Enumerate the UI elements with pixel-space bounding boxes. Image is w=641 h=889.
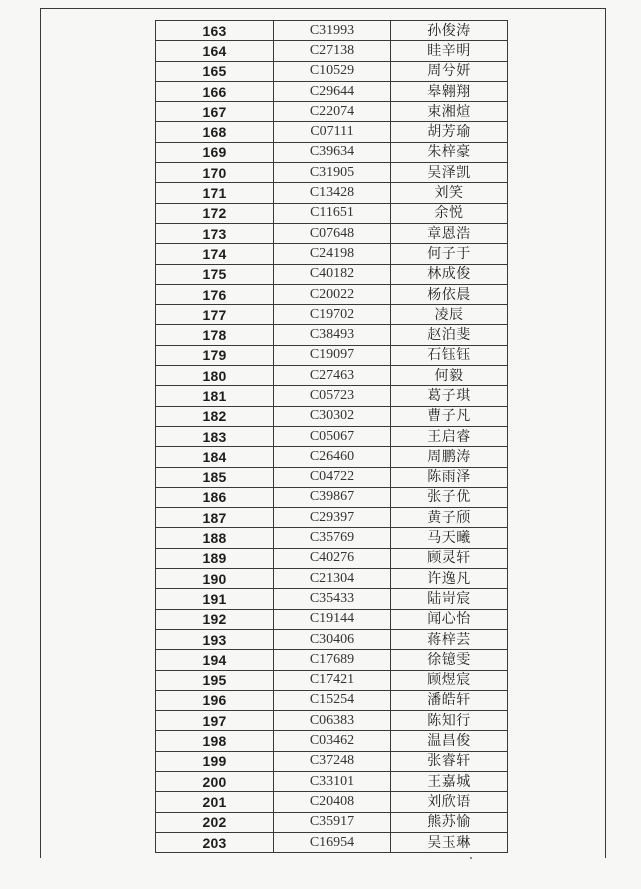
row-number: 189	[156, 548, 274, 568]
student-name: 石钰钰	[391, 345, 508, 365]
student-id: C17421	[274, 670, 391, 690]
student-id: C39634	[274, 142, 391, 162]
student-name: 马天曦	[391, 528, 508, 548]
table-row	[156, 650, 508, 670]
student-name: 许逸凡	[391, 569, 508, 589]
row-number: 191	[156, 589, 274, 609]
row-number: 166	[156, 81, 274, 101]
row-number: 193	[156, 629, 274, 649]
student-name: 张子优	[391, 487, 508, 507]
table-row	[156, 223, 508, 243]
row-number: 196	[156, 690, 274, 710]
row-number: 180	[156, 366, 274, 386]
table-row	[156, 751, 508, 771]
student-id: C11651	[274, 203, 391, 223]
table-row	[156, 406, 508, 426]
student-name: 陈雨泽	[391, 467, 508, 487]
student-name: 孙俊涛	[391, 21, 508, 41]
student-id: C31905	[274, 163, 391, 183]
student-id: C30406	[274, 629, 391, 649]
table-row	[156, 670, 508, 690]
table-row	[156, 548, 508, 568]
student-id: C31993	[274, 21, 391, 41]
table-row	[156, 284, 508, 304]
table-row	[156, 21, 508, 41]
row-number: 170	[156, 163, 274, 183]
student-id: C06383	[274, 711, 391, 731]
row-number: 173	[156, 223, 274, 243]
student-id: C17689	[274, 650, 391, 670]
row-number: 167	[156, 102, 274, 122]
table-row	[156, 629, 508, 649]
student-id: C05723	[274, 386, 391, 406]
student-name: 皋翱翔	[391, 81, 508, 101]
table-row	[156, 102, 508, 122]
table-row	[156, 183, 508, 203]
row-number: 172	[156, 203, 274, 223]
student-name: 刘笑	[391, 183, 508, 203]
row-number: 175	[156, 264, 274, 284]
table-row	[156, 81, 508, 101]
table-row	[156, 711, 508, 731]
roster-table	[155, 20, 508, 853]
row-number: 177	[156, 305, 274, 325]
student-id: C05067	[274, 426, 391, 446]
student-name: 徐镱雯	[391, 650, 508, 670]
student-name: 陈知行	[391, 711, 508, 731]
student-id: C39867	[274, 487, 391, 507]
row-number: 182	[156, 406, 274, 426]
student-name: 刘欣语	[391, 792, 508, 812]
table-row	[156, 426, 508, 446]
row-number: 168	[156, 122, 274, 142]
row-number: 187	[156, 508, 274, 528]
student-id: C40276	[274, 548, 391, 568]
student-id: C13428	[274, 183, 391, 203]
student-id: C29397	[274, 508, 391, 528]
table-row	[156, 41, 508, 61]
student-id: C16954	[274, 832, 391, 852]
table-row	[156, 244, 508, 264]
table-row	[156, 487, 508, 507]
student-name: 王嘉城	[391, 771, 508, 791]
student-name: 葛子琪	[391, 386, 508, 406]
student-name: 潘皓轩	[391, 690, 508, 710]
student-id: C20022	[274, 284, 391, 304]
student-name: 束湘煊	[391, 102, 508, 122]
table-row	[156, 832, 508, 852]
student-id: C35433	[274, 589, 391, 609]
student-name: 林成俊	[391, 264, 508, 284]
table-row	[156, 142, 508, 162]
student-id: C27138	[274, 41, 391, 61]
student-name: 何毅	[391, 366, 508, 386]
student-id: C40182	[274, 264, 391, 284]
student-name: 余悦	[391, 203, 508, 223]
row-number: 164	[156, 41, 274, 61]
student-id: C19144	[274, 609, 391, 629]
table-row	[156, 305, 508, 325]
table-row	[156, 528, 508, 548]
table-row	[156, 508, 508, 528]
student-name: 眭辛明	[391, 41, 508, 61]
student-name: 温昌俊	[391, 731, 508, 751]
student-name: 陆岢宸	[391, 589, 508, 609]
row-number: 183	[156, 426, 274, 446]
row-number: 186	[156, 487, 274, 507]
table-row	[156, 731, 508, 751]
row-number: 202	[156, 812, 274, 832]
student-name: 周鹏涛	[391, 447, 508, 467]
row-number: 163	[156, 21, 274, 41]
table-row	[156, 203, 508, 223]
row-number: 179	[156, 345, 274, 365]
table-row	[156, 569, 508, 589]
row-number: 201	[156, 792, 274, 812]
row-number: 171	[156, 183, 274, 203]
table-row	[156, 690, 508, 710]
row-number: 178	[156, 325, 274, 345]
table-row	[156, 609, 508, 629]
row-number: 199	[156, 751, 274, 771]
table-row	[156, 447, 508, 467]
student-id: C35917	[274, 812, 391, 832]
student-name: 顾灵轩	[391, 548, 508, 568]
table-row	[156, 122, 508, 142]
student-id: C04722	[274, 467, 391, 487]
student-name: 章恩浩	[391, 223, 508, 243]
row-number: 165	[156, 61, 274, 81]
student-id: C07111	[274, 122, 391, 142]
student-id: C19702	[274, 305, 391, 325]
student-id: C22074	[274, 102, 391, 122]
student-name: 曹子凡	[391, 406, 508, 426]
row-number: 197	[156, 711, 274, 731]
table-row	[156, 61, 508, 81]
student-name: 熊苏愉	[391, 812, 508, 832]
student-name: 黄子颀	[391, 508, 508, 528]
student-id: C19097	[274, 345, 391, 365]
row-number: 184	[156, 447, 274, 467]
paper-speck	[470, 857, 472, 859]
row-number: 190	[156, 569, 274, 589]
student-id: C38493	[274, 325, 391, 345]
roster-body	[156, 21, 508, 853]
student-id: C37248	[274, 751, 391, 771]
table-row	[156, 366, 508, 386]
table-row	[156, 264, 508, 284]
row-number: 192	[156, 609, 274, 629]
student-id: C15254	[274, 690, 391, 710]
student-id: C29644	[274, 81, 391, 101]
student-id: C27463	[274, 366, 391, 386]
student-id: C20408	[274, 792, 391, 812]
student-name: 何子于	[391, 244, 508, 264]
student-name: 王启睿	[391, 426, 508, 446]
row-number: 188	[156, 528, 274, 548]
table-row	[156, 771, 508, 791]
table-row	[156, 163, 508, 183]
row-number: 176	[156, 284, 274, 304]
table-row	[156, 792, 508, 812]
student-id: C07648	[274, 223, 391, 243]
student-name: 吴泽凯	[391, 163, 508, 183]
student-name: 张睿轩	[391, 751, 508, 771]
table-row	[156, 386, 508, 406]
table-row	[156, 325, 508, 345]
row-number: 185	[156, 467, 274, 487]
student-name: 胡芳瑜	[391, 122, 508, 142]
table-row	[156, 467, 508, 487]
student-name: 顾煜宸	[391, 670, 508, 690]
student-id: C10529	[274, 61, 391, 81]
student-name: 蒋梓芸	[391, 629, 508, 649]
row-number: 181	[156, 386, 274, 406]
row-number: 200	[156, 771, 274, 791]
row-number: 195	[156, 670, 274, 690]
student-id: C21304	[274, 569, 391, 589]
student-name: 赵泊斐	[391, 325, 508, 345]
student-id: C26460	[274, 447, 391, 467]
row-number: 169	[156, 142, 274, 162]
row-number: 198	[156, 731, 274, 751]
table-row	[156, 812, 508, 832]
student-id: C30302	[274, 406, 391, 426]
student-name: 吴玉琳	[391, 832, 508, 852]
table-row	[156, 345, 508, 365]
student-name: 凌辰	[391, 305, 508, 325]
student-name: 杨依晨	[391, 284, 508, 304]
student-name: 闻心怡	[391, 609, 508, 629]
student-name: 朱梓豪	[391, 142, 508, 162]
row-number: 174	[156, 244, 274, 264]
student-id: C33101	[274, 771, 391, 791]
student-id: C35769	[274, 528, 391, 548]
row-number: 203	[156, 832, 274, 852]
student-name: 周兮妍	[391, 61, 508, 81]
student-id: C03462	[274, 731, 391, 751]
table-row	[156, 589, 508, 609]
student-id: C24198	[274, 244, 391, 264]
row-number: 194	[156, 650, 274, 670]
